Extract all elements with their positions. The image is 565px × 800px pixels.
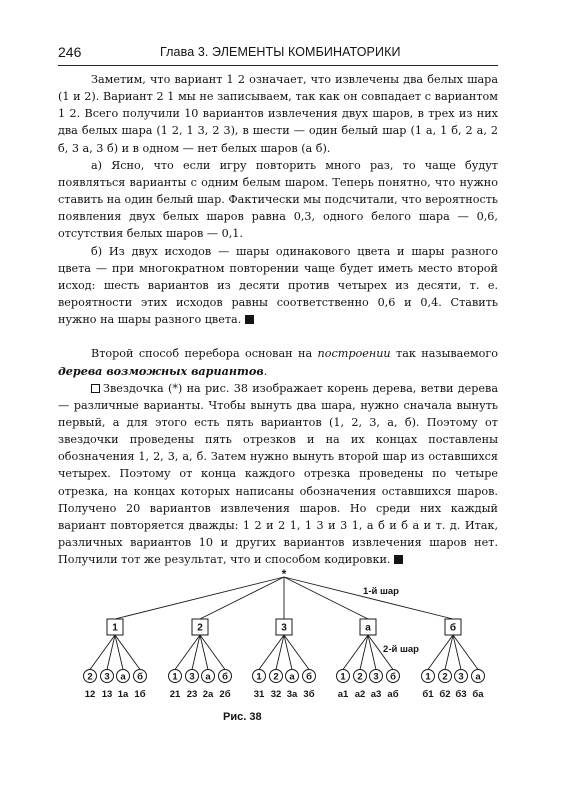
second-ball-node-label: 3 — [458, 671, 464, 683]
outcome-label: б2 — [439, 689, 451, 700]
outcome-label: 12 — [84, 689, 96, 700]
outcome-label: а3 — [370, 689, 382, 700]
outcome-label: 21 — [169, 689, 181, 700]
second-ball-node-label: 2 — [442, 671, 448, 683]
second-ball-node-label: а — [289, 671, 295, 683]
first-ball-node-label: б — [449, 622, 457, 634]
tree-edge-root-to-1 — [115, 577, 284, 619]
first-ball-level-label: 1-й шар — [363, 586, 399, 597]
paragraph-4-text-c: так называемого — [390, 347, 498, 361]
outcome-label: ба — [472, 689, 484, 700]
tree-edge-root-to-5 — [284, 577, 453, 619]
outcome-label: 32 — [270, 689, 282, 700]
paragraph-3-text: б) Из двух исходов — шары одинакового цвета и шары разного цвета — при многократном повторении чаще будет иметь место второй исход: шесть вариантов из десяти против четырех из десяти, т. е. вероятности этих исходов равны соответственно 0,6 и 0,4. Ставить нужно на шары разного цвета. — [58, 244, 498, 327]
second-ball-node-label: а — [120, 671, 126, 683]
page-number: 246 — [58, 44, 82, 60]
first-ball-node-label: 1 — [112, 622, 118, 634]
second-ball-node-label: 3 — [189, 671, 195, 683]
outcome-label: 2б — [219, 689, 231, 700]
paragraph-1: Заметим, что вариант 1 2 означает, что извлечены два белых шара (1 и 2). Вариант 2 1 мы не записываем, так как он совпадает с вариантом 1 2. Всего получили 10 вариантов извлечения двух шаров, в трех из них два белых шара (1 2, 1 3, 2 3), в шести — один белый шар (1 а, 1 б, 2 а, 2 б, 3 а, 3 б) и в одном — нет белых шаров (а б). — [58, 73, 498, 155]
second-ball-node-label: 1 — [172, 671, 178, 683]
outcome-label: 3б — [303, 689, 315, 700]
second-ball-node-label: 2 — [357, 671, 363, 683]
first-ball-node-label: а — [365, 622, 371, 634]
second-ball-node-label: 2 — [273, 671, 279, 683]
tree-edge-root-to-4 — [284, 577, 368, 619]
end-of-proof-square-icon — [245, 315, 254, 324]
running-head: Глава 3. ЭЛЕМЕНТЫ КОМБИНАТОРИКИ — [160, 45, 401, 59]
second-ball-level-label: 2-й шар — [383, 644, 419, 655]
header-rule — [58, 65, 498, 66]
outcome-label: 1б — [134, 689, 146, 700]
tree-edge-root-to-2 — [200, 577, 284, 619]
figure-caption: Рис. 38 — [223, 711, 262, 723]
paragraph-4-text-e: . — [263, 364, 268, 378]
second-ball-node-label: а — [475, 671, 481, 683]
second-ball-node-label: б — [222, 671, 228, 683]
outcome-label: а2 — [354, 689, 366, 700]
second-ball-node-label: а — [205, 671, 211, 683]
paragraph-3 — [58, 243, 498, 329]
paragraph-5-text: Звездочка (*) на рис. 38 изображает корень дерева, ветви дерева — различные варианты. Чтобы вынуть два шара, нужно сначала вынуть первый, а для этого есть пять вариантов (1, 2, 3, а, б). Поэтому от звездочки проведены пять отрезков и на их концах поставлены обозначения 1, 2, 3, а, б. Затем нужно вынуть второй шар из оставшихся четырех. Поэтому от конца каждого отрезка проведены по четыре отрезка, на концах которых написаны обозначения оставшихся шаров. Получено 20 вариантов извлечения шаров. Но среди них каждый вариант повторяется дважды: 1 2 и 2 1, 1 3 и 3 1, а б и б а и т. д. Итак, различных вариантов 10 и других вариантов извлечения шаров нет. Получили тот же результат, что и способом кодировки. — [58, 381, 498, 567]
second-ball-node-label: б — [137, 671, 143, 683]
body-text — [58, 71, 498, 568]
outcome-label: 3а — [286, 689, 298, 700]
outcome-label: 1а — [117, 689, 129, 700]
second-ball-node-label: 3 — [104, 671, 110, 683]
second-ball-node-label: 3 — [373, 671, 379, 683]
outcome-label: 13 — [101, 689, 113, 700]
second-ball-node-label: б — [390, 671, 396, 683]
second-ball-node-label: 1 — [340, 671, 346, 683]
second-ball-node-label: 1 — [256, 671, 262, 683]
paragraph-4-term: дерева возможных вариантов — [58, 363, 264, 378]
page-header — [58, 38, 498, 64]
outcome-label: аб — [387, 689, 399, 700]
second-ball-node-label: 1 — [425, 671, 431, 683]
outcome-label: 31 — [253, 689, 265, 700]
paragraph-2: а) Ясно, что если игру повторить много раз, то чаще будут появляться варианты с одним белым шаром. Теперь понятно, что нужно ставить на один белый шар. Фактически мы подсчитали, что вероятность появления двух белых шаров равна 0,3, одного белого шара — 0,6, отсутствия белых шаров — 0,1. — [58, 158, 498, 241]
variant-tree-figure — [58, 560, 518, 740]
paragraph-4-text-a: Второй способ перебора основан на — [91, 347, 318, 361]
second-ball-node-label: 2 — [87, 671, 93, 683]
first-ball-node-label: 3 — [281, 622, 287, 634]
outcome-label: а1 — [337, 689, 349, 700]
outcome-label: б3 — [455, 689, 467, 700]
second-ball-node-label: б — [306, 671, 312, 683]
paragraph-4-italic: построении — [317, 347, 391, 361]
start-of-solution-box-icon — [91, 384, 100, 393]
outcome-label: б1 — [422, 689, 434, 700]
outcome-label: 2а — [202, 689, 214, 700]
first-ball-node-label: 2 — [197, 622, 203, 634]
outcome-label: 23 — [186, 689, 198, 700]
tree-root-star-icon: * — [281, 567, 287, 581]
variant-tree-diagram — [58, 560, 518, 710]
paragraph-4 — [58, 345, 498, 379]
paragraph-5 — [58, 380, 498, 569]
